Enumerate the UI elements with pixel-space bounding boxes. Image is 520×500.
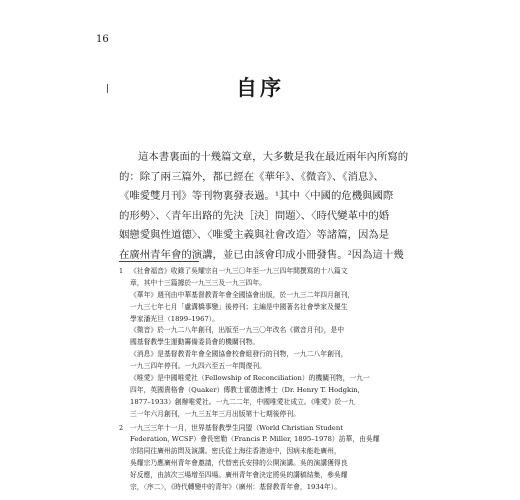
footnote-line: Federation, WCSF）會長密勒（Francis P. Miller, 1895–1978）訪華，由吳耀 [130, 435, 380, 444]
footnote-line: 一九三四年停刊。一九四六至五一年間復刊。 [130, 362, 266, 371]
footnote-line: 吳耀宗乃應廣州青年會邀請，代替密氏安排的公開演講。吳的演講獲得良 [130, 459, 348, 468]
footnote-line: 《微音》於一九二八年創刊，出版至一九三〇年改名《微音月刊》，是中 [130, 326, 345, 335]
footnote-line: 國基督教學生運動籌備委員會的機關刊物。 [130, 338, 260, 347]
footnote-2 [119, 423, 415, 494]
chapter-title: 自序 [236, 75, 284, 100]
footnote-line: 《華年》週刊由中華基督教青年會全國協會出版，於一九三二年四月創刊， [130, 290, 355, 299]
body-line: 在廣州青年會的演講，並已由該會印成小冊發售。²因為這十幾 [119, 248, 404, 261]
body-text [119, 148, 419, 265]
body-line: 的形勢〉、〈青年出路的先決［決］問題〉、〈時代變革中的婚 [119, 209, 390, 222]
footnote-number: 1 [119, 267, 124, 275]
footnotes [119, 266, 415, 496]
body-line: 姻戀愛與性道德〉、〈唯愛主義與社會改造〉等諸篇，因為是 [119, 229, 390, 241]
page-number: 16 [96, 34, 109, 45]
footnote-line: 章，其中十三篇據於一九三三及一九三四年。 [130, 278, 266, 287]
footnote-number: 2 [119, 423, 124, 432]
body-line: 這本書裏面的十幾篇文章，大多數是我在最近兩年內所寫的 [138, 151, 409, 163]
footnote-line: 一九三三年十一月，世界基督教學生同盟（World Christian Student [130, 423, 343, 432]
footnote-rule [119, 261, 199, 262]
footnote-line: 三一年六月創刊，一九三五年三月出版第十七期後停刊。 [130, 409, 300, 418]
footnote-line: 《唯愛》是中國唯愛社（Fellowship of Reconciliation）的機關刊物，一九一 [130, 374, 370, 383]
footnote-line: 1877–1933）創辦唯愛社。一九二二年，中國唯愛社成立。《唯愛》於一九 [130, 397, 355, 406]
footnote-line: 宗陪同往廣州訪問及演講。密氏從上海往香港途中，因病未能赴廣州， [130, 447, 341, 456]
footnote-line: 好反應，由該次三場增至四場。廣州青年會決定將吳的講稿結集，參吳耀 [130, 471, 348, 480]
footnote-1 [119, 266, 415, 421]
footnote-line: 《社會福音》收錄了吳耀宗自一九三〇年至一九三四年間撰寫的十八篇文 [130, 267, 348, 275]
body-line: 的：除了兩三篇外，都已經在《華年》、《微音》、《消息》、 [119, 170, 384, 183]
footnote-line: 四年，英國貴格會（Quaker）傳教士霍德進博士（Dr. Henry T. Hodgkin, [130, 385, 360, 394]
footnote-line: 學家潘光旦（1899–1967）。 [130, 314, 219, 323]
footnote-line: 宗，〈序二〉，《時代轉變中的青年》（廣州：基督教青年會，1934年）。 [130, 483, 341, 492]
body-line: 《唯愛雙月刊》等刊物裏發表過。¹其中〈中國的危機與國際 [119, 190, 394, 202]
footnote-line: 《消息》是基督教青年會全國協會校會組發行的刊物，一九二八年創刊， [130, 350, 348, 359]
footnote-line: 一九三七年七月「盧溝橋事變」後停刊；主編是中國著名社會學家及優生 [130, 302, 348, 311]
